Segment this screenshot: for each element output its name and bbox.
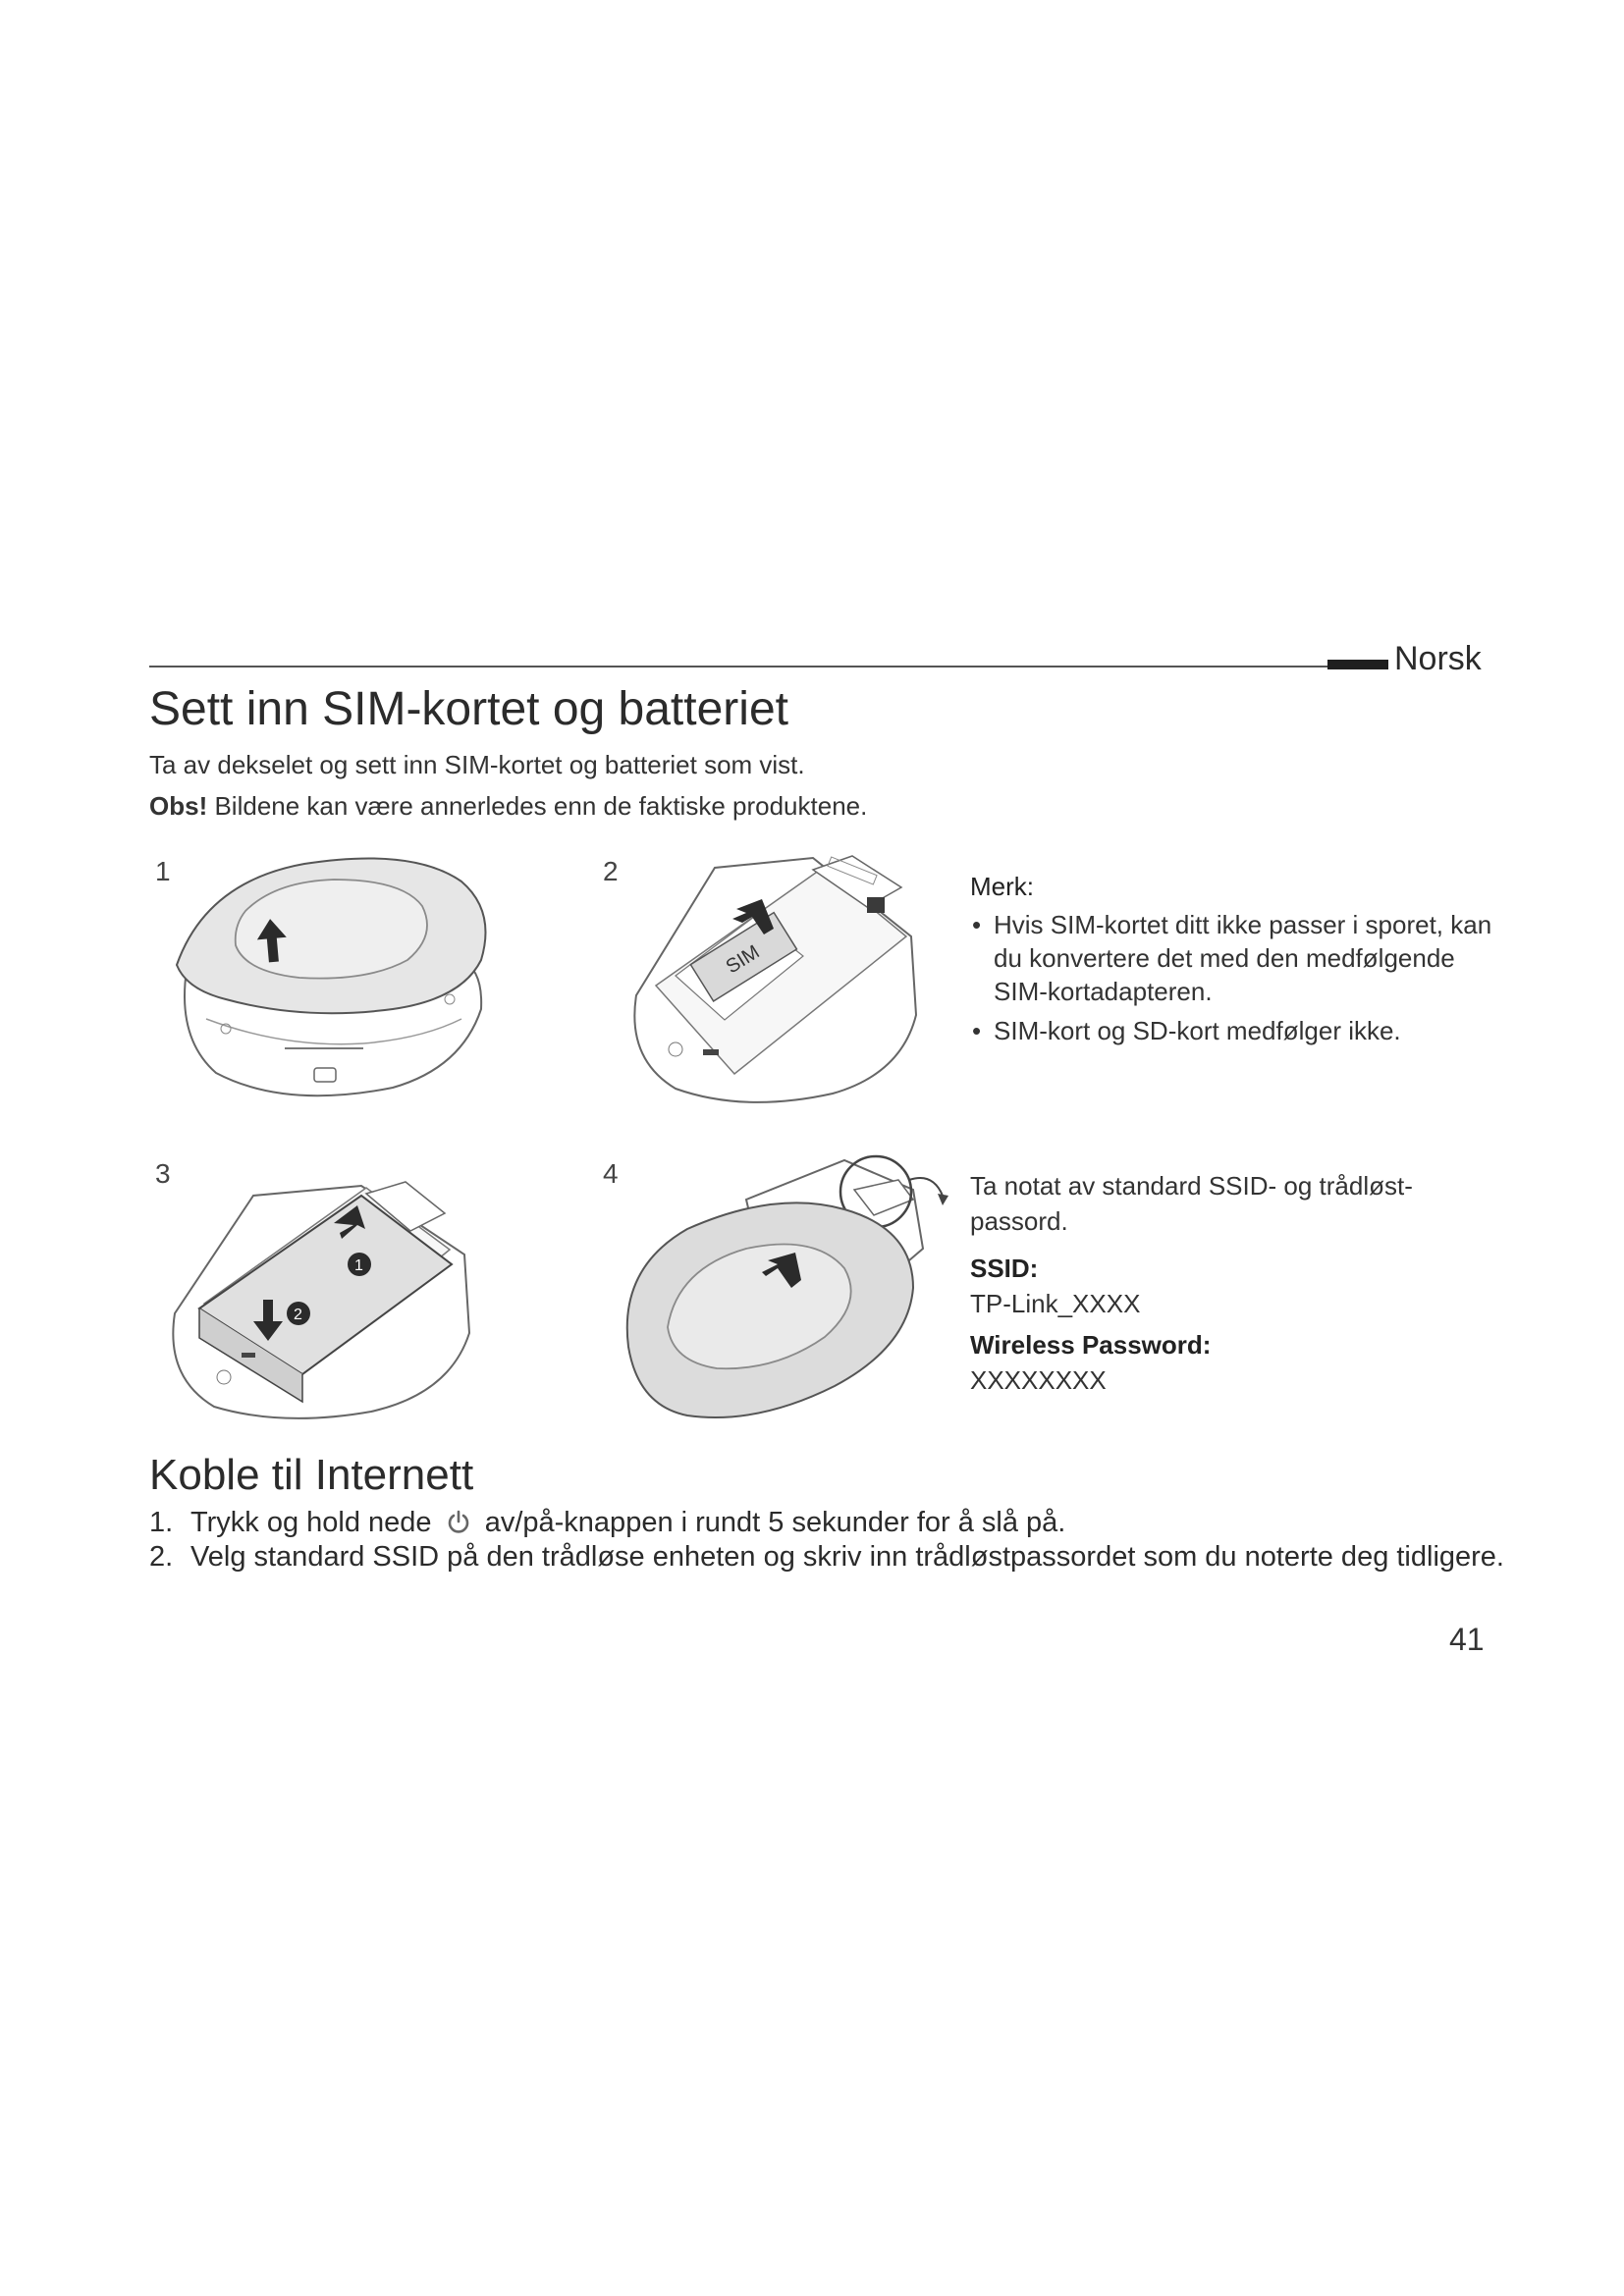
step2-text: Velg standard SSID på den trådløse enheten og skriv inn trådløstpassordet som du noterte deg tidligere. bbox=[190, 1541, 1504, 1573]
section-title-internet: Koble til Internett bbox=[149, 1451, 474, 1499]
battery-marker-2: 2 bbox=[294, 1307, 302, 1323]
section-intro: Ta av dekselet og sett inn SIM-kortet og batteriet som vist. bbox=[149, 750, 805, 779]
obs-note bbox=[149, 791, 867, 822]
merk-item: • SIM-kort og SD-kort medfølger ikke. bbox=[970, 1014, 1500, 1047]
label-info bbox=[970, 1168, 1500, 1398]
language-label: Norsk bbox=[1394, 640, 1482, 677]
battery-marker-1: 1 bbox=[354, 1257, 363, 1274]
figure-insert-battery bbox=[165, 1166, 481, 1427]
section-title-sim: Sett inn SIM-kortet og batteriet bbox=[149, 683, 788, 735]
step-number-3: 3 bbox=[155, 1158, 171, 1189]
internet-step-1 bbox=[149, 1506, 1504, 1540]
merk-title: Merk: bbox=[970, 872, 1034, 901]
merk-list bbox=[970, 908, 1500, 1053]
figure-insert-sim bbox=[617, 848, 931, 1113]
step-number-1: 1 bbox=[155, 856, 171, 886]
merk-item: • Hvis SIM-kortet ditt ikke passer i sporet, kan du konvertere det med den medfølgende SIM-kortadapteren. bbox=[970, 908, 1500, 1008]
step-number-2: 2 bbox=[603, 856, 619, 886]
internet-step-2 bbox=[149, 1540, 1504, 1575]
label-info-text: Ta notat av standard SSID- og trådløst-passord. bbox=[970, 1171, 1413, 1236]
password-value: XXXXXXXX bbox=[970, 1365, 1107, 1395]
sim-card-label: SIM bbox=[722, 940, 764, 979]
obs-text: Bildene kan være annerledes enn de faktiske produktene. bbox=[207, 791, 868, 821]
figure-replace-cover bbox=[619, 1150, 952, 1435]
power-icon bbox=[446, 1509, 471, 1534]
ssid-value: TP-Link_XXXX bbox=[970, 1289, 1141, 1318]
step1-text-before: Trykk og hold nede bbox=[190, 1507, 432, 1538]
internet-steps bbox=[149, 1506, 1504, 1575]
page-number: 41 bbox=[1449, 1622, 1485, 1657]
step-index: 2. bbox=[149, 1541, 174, 1573]
header-rule bbox=[149, 666, 1327, 667]
obs-label: Obs! bbox=[149, 791, 208, 821]
ssid-label: SSID: bbox=[970, 1254, 1039, 1283]
step-index: 1. bbox=[149, 1507, 174, 1538]
password-label: Wireless Password: bbox=[970, 1330, 1212, 1360]
figure-remove-cover bbox=[167, 852, 491, 1109]
language-tab-marker bbox=[1327, 660, 1388, 669]
step-number-4: 4 bbox=[603, 1158, 619, 1189]
step1-text-after: av/på-knappen i rundt 5 sekunder for å slå på. bbox=[484, 1507, 1066, 1538]
